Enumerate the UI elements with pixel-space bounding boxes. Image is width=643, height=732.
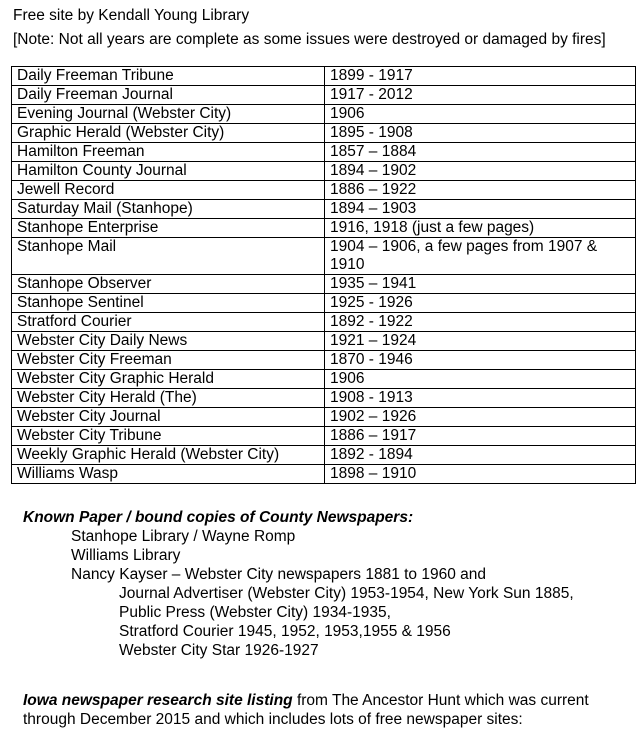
paper-years-cell: 1892 - 1894 — [325, 446, 636, 465]
table-row — [12, 162, 636, 181]
known-copies-item: Nancy Kayser – Webster City newspapers 1881 to 1960 and — [71, 566, 487, 583]
paper-name-cell: Webster City Graphic Herald — [12, 370, 325, 389]
iowa-listing-text: from The Ancestor Hunt which was current — [292, 692, 589, 709]
paper-name-cell: Saturday Mail (Stanhope) — [12, 200, 325, 219]
paper-years-cell: 1917 - 2012 — [325, 86, 636, 105]
table-row — [12, 465, 636, 484]
paper-name-cell: Webster City Freeman — [12, 351, 325, 370]
known-copies-subitem: Webster City Star 1926-1927 — [119, 642, 319, 659]
paper-name-cell: Webster City Herald (The) — [12, 389, 325, 408]
paper-name-cell: Williams Wasp — [12, 465, 325, 484]
table-row — [12, 219, 636, 238]
table-row — [12, 351, 636, 370]
paper-name-cell: Hamilton County Journal — [12, 162, 325, 181]
paper-years-cell: 1906 — [325, 370, 636, 389]
paper-years-cell: 1899 - 1917 — [325, 67, 636, 86]
table-row — [12, 313, 636, 332]
paper-name-cell: Daily Freeman Tribune — [12, 67, 325, 86]
paper-years-cell: 1886 – 1917 — [325, 427, 636, 446]
paper-name-cell: Webster City Daily News — [12, 332, 325, 351]
paper-years-cell: 1904 – 1906, a few pages from 1907 & 1910 — [325, 238, 636, 275]
paper-name-cell: Stanhope Observer — [12, 275, 325, 294]
table-row — [12, 238, 636, 275]
paper-years-cell: 1898 – 1910 — [325, 465, 636, 484]
paper-name-cell: Stanhope Mail — [12, 238, 325, 275]
paper-years-cell: 1902 – 1926 — [325, 408, 636, 427]
table-row — [12, 446, 636, 465]
table-row — [12, 294, 636, 313]
table-row — [12, 408, 636, 427]
iowa-listing-line-2: through December 2015 and which includes lots of free newspaper sites: — [23, 711, 523, 728]
table-row — [12, 275, 636, 294]
paper-years-cell: 1935 – 1941 — [325, 275, 636, 294]
paper-name-cell: Graphic Herald (Webster City) — [12, 124, 325, 143]
paper-years-cell: 1916, 1918 (just a few pages) — [325, 219, 636, 238]
known-copies-item: Stanhope Library / Wayne Romp — [71, 528, 296, 545]
table-row — [12, 143, 636, 162]
paper-name-cell: Webster City Tribune — [12, 427, 325, 446]
iowa-listing-line — [23, 691, 589, 710]
paper-name-cell: Stanhope Sentinel — [12, 294, 325, 313]
known-copies-item: Williams Library — [71, 547, 181, 564]
paper-years-cell: 1870 - 1946 — [325, 351, 636, 370]
table-row — [12, 427, 636, 446]
header-source-line: Free site by Kendall Young Library — [13, 7, 250, 24]
paper-years-cell: 1892 - 1922 — [325, 313, 636, 332]
paper-name-cell: Jewell Record — [12, 181, 325, 200]
table-row — [12, 86, 636, 105]
table-row — [12, 124, 636, 143]
paper-years-cell: 1921 – 1924 — [325, 332, 636, 351]
paper-years-cell: 1895 - 1908 — [325, 124, 636, 143]
paper-name-cell: Evening Journal (Webster City) — [12, 105, 325, 124]
known-copies-subitem: Journal Advertiser (Webster City) 1953-1954, New York Sun 1885, — [119, 585, 574, 602]
paper-years-cell: 1906 — [325, 105, 636, 124]
iowa-listing-heading: Iowa newspaper research site listing — [23, 692, 293, 709]
paper-years-cell: 1886 – 1922 — [325, 181, 636, 200]
paper-years-cell: 1925 - 1926 — [325, 294, 636, 313]
newspaper-table — [11, 66, 636, 484]
paper-years-cell: 1908 - 1913 — [325, 389, 636, 408]
table-row — [12, 389, 636, 408]
table-row — [12, 332, 636, 351]
known-copies-subitem: Public Press (Webster City) 1934-1935, — [119, 604, 391, 621]
paper-name-cell: Stanhope Enterprise — [12, 219, 325, 238]
paper-name-cell: Webster City Journal — [12, 408, 325, 427]
paper-name-cell: Stratford Courier — [12, 313, 325, 332]
known-copies-subitem: Stratford Courier 1945, 1952, 1953,1955 & 1956 — [119, 623, 451, 640]
paper-years-cell: 1894 – 1902 — [325, 162, 636, 181]
table-row — [12, 370, 636, 389]
paper-name-cell: Daily Freeman Journal — [12, 86, 325, 105]
newspaper-table-body — [12, 67, 636, 484]
table-row — [12, 200, 636, 219]
paper-years-cell: 1857 – 1884 — [325, 143, 636, 162]
known-copies-heading: Known Paper / bound copies of County Newspapers: — [23, 509, 414, 526]
paper-years-cell: 1894 – 1903 — [325, 200, 636, 219]
paper-name-cell: Hamilton Freeman — [12, 143, 325, 162]
table-row — [12, 67, 636, 86]
table-row — [12, 105, 636, 124]
table-row — [12, 181, 636, 200]
header-note-line: [Note: Not all years are complete as some issues were destroyed or damaged by fires] — [13, 31, 606, 48]
paper-name-cell: Weekly Graphic Herald (Webster City) — [12, 446, 325, 465]
